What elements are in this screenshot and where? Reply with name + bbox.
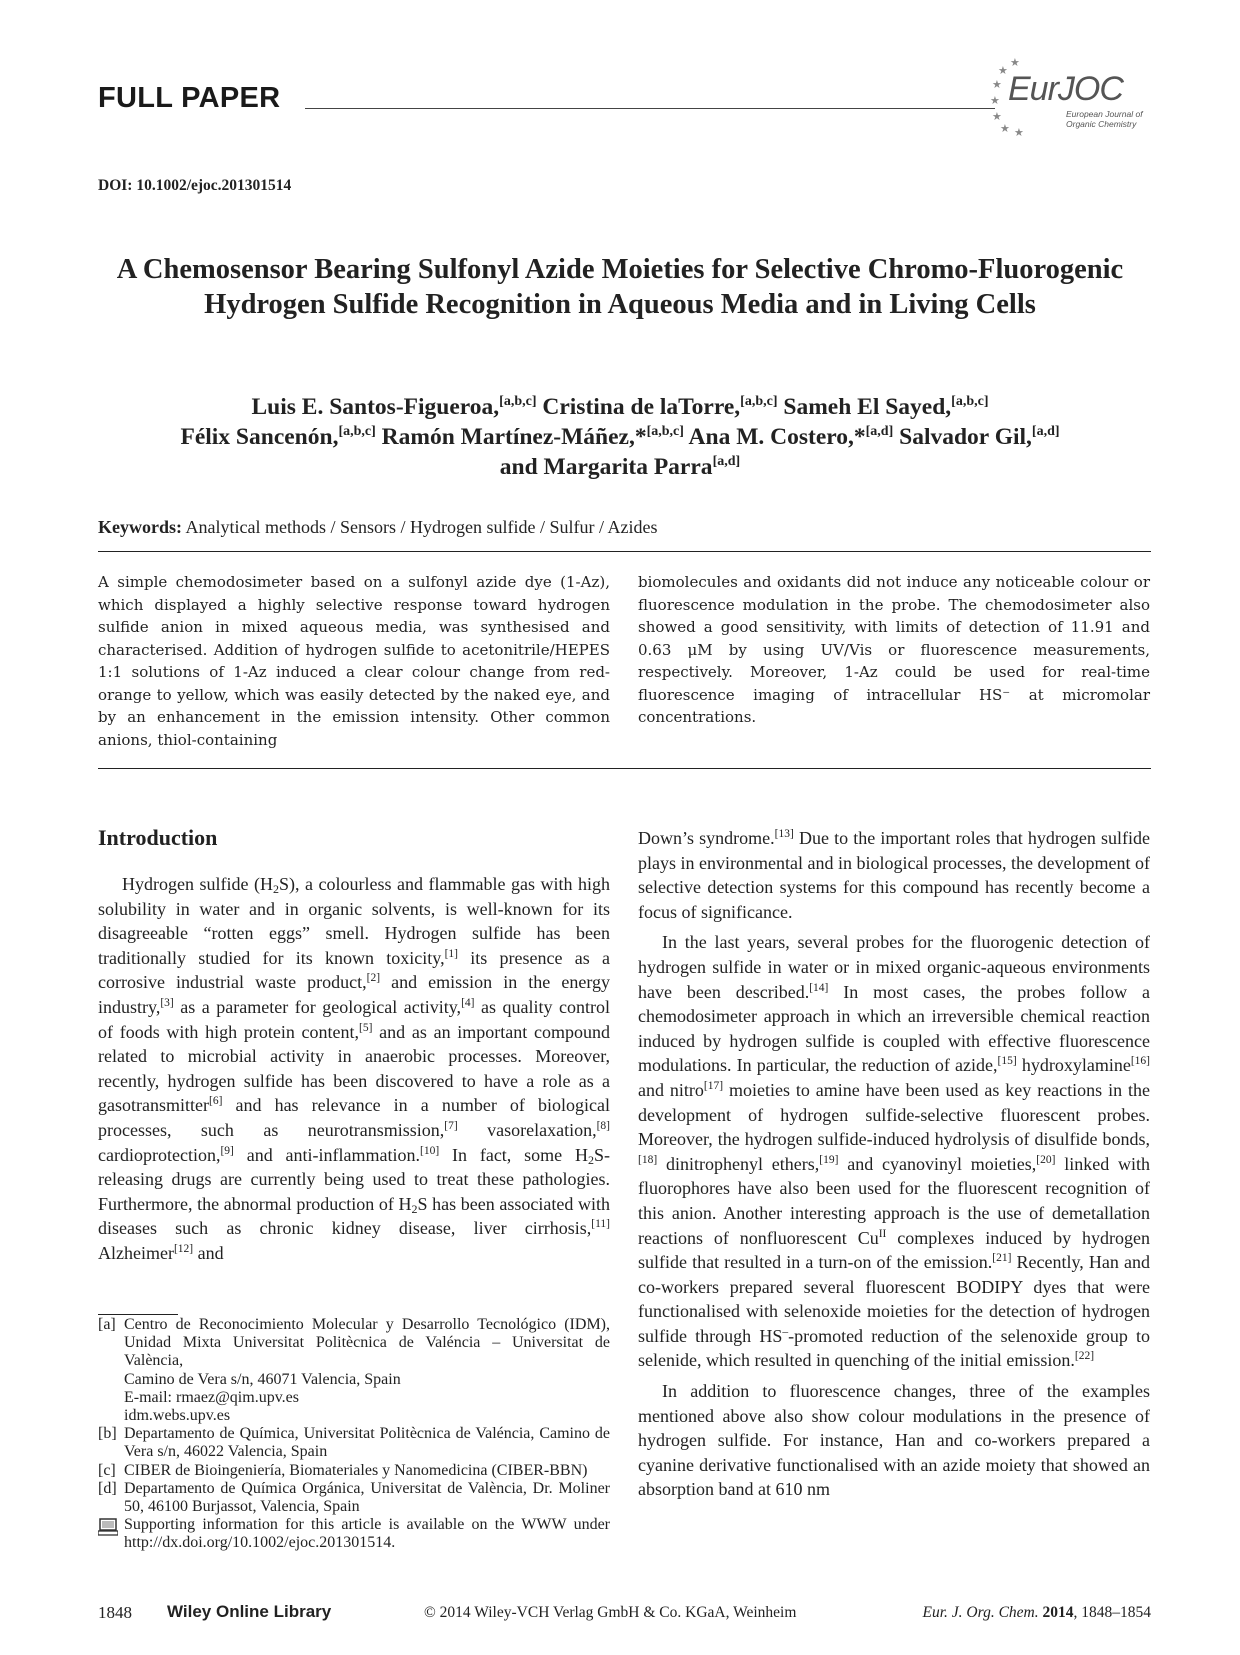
svg-text:★: ★ [1000,122,1010,135]
affiliation-line: Centro de Reconocimiento Molecular y Desarrollo Tecnológico (IDM), Unidad Mixta Universitat Politècnica de Valéncia – Universitat de València, [124,1316,610,1370]
computer-icon [98,1518,120,1536]
affiliation-b [98,1425,610,1461]
journal-year: 2014 [1042,1604,1074,1621]
svg-text:★: ★ [992,110,1002,123]
logo-wordmark: EurJOC [1008,70,1123,108]
section-heading-introduction: Introduction [98,825,218,850]
author-affiliation: [a,b,c] [951,394,989,409]
body-left-column [98,872,610,1266]
affiliation-label: [a] [98,1316,116,1333]
affiliation-email: E-mail: rmaez@qim.upv.es [124,1388,299,1406]
author-name: Luis E. Santos-Figueroa, [251,394,500,420]
keywords [98,517,657,538]
keywords-label: Keywords: [98,517,182,537]
body-right-column [638,826,1150,1502]
author-name: Salvador Gil, [899,424,1032,450]
author-name: and Margarita Parra [499,454,713,480]
wiley-online-library: Wiley Online Library [167,1602,332,1621]
author-affiliation: [a,d] [712,454,741,469]
affiliation-d [98,1480,610,1516]
author-affiliation: [a,b,c] [646,424,684,439]
svg-text:★: ★ [992,78,1002,91]
author-affiliation: [a,d] [865,424,894,439]
author-name: Ramón Martínez-Máñez,* [381,424,647,450]
intro-paragraph-1: Hydrogen sulfide $(H_2S)$, a colourless and flammable gas with high solubility in water and in organic solvents, is well-known for its disagreeable “rotten eggs” smell. Hydrogen sulfide has been traditionally studied for its known toxicity,[1] its presence as a corrosive industrial waste product,[2] and emission in the energy industry,[3] as a parameter for geological activity,[4] as quality control of foods with high protein content,[5] and as an important compound related to microbial activity in anaerobic processes. Moreover, recently, hydrogen sulfide has been discovered to have a role as a gasotransmitter[6] and has relevance in a number of biological processes, such as neurotransmission,[7] vasorelaxation,[8] cardioprotection,[9] and anti-inflammation.[10] In fact, some $H_2S$-releasing drugs are currently being used to treat these pathologies. Furthermore, the abnormal production of $H_2S$ has been associated with diseases such as chronic kidney disease, liver cirrhosis,[11] Alzheimer[12] and [98,874,611,1263]
affiliation-website: idm.webs.upv.es [124,1407,231,1425]
svg-text:★: ★ [1010,58,1020,69]
footnote-rule [98,1314,178,1315]
author-affiliation: [a,b,c] [338,424,376,439]
logo-subtitle: European Journal of Organic Chemistry [1066,109,1143,129]
abstract-text-left: A simple chemodosimeter based on a sulfonyl azide dye (1-Az), which displayed a highly selective response toward hydrogen sulfide anion in mixed aqueous media, was synthesised and characterised. Addition of hydrogen sulfide to acetonitrile/HEPES 1:1 solutions of 1-Az induced a clear colour change from red-orange to yellow, which was easily detected by the naked eye, and by an enhancement in the emission intensity. Other common anions, thiol-containing [98,573,610,749]
journal-citation: Eur. J. Org. Chem. 2014, 1848–1854 [922,1604,1151,1621]
abstract-top-rule [98,551,1151,552]
doi: DOI: 10.1002/ejoc.201301514 [98,177,292,194]
affiliation-text: CIBER de Bioingeniería, Biomateriales y Nanomedicina (CIBER-BBN) [124,1461,588,1479]
affiliations [98,1316,610,1553]
journal-logo [988,58,1158,136]
abstract-left-column [98,571,610,751]
author-name: Ana M. Costero,* [688,424,866,450]
author-name: Félix Sancenón, [180,424,339,450]
page-number: 1848 [98,1603,132,1622]
section-label: FULL PAPER [98,82,281,114]
affiliation-label: [c] [98,1461,116,1479]
affiliation-label: [d] [98,1479,117,1497]
intro-paragraph-1-cont: Down’s syndrome.[13] Due to the important roles that hydrogen sulfide plays in environmental and in biological processes, the development of selective detection systems for this compound has recently become a focus of significance. [638,828,1150,922]
affiliation-line: Camino de Vera s/n, 46071 Valencia, Spain [124,1370,401,1388]
abstract-text-right: biomolecules and oxidants did not induce any noticeable colour or fluorescence modulation in the probe. The chemodosimeter also showed a good sensitivity, with limits of detection of 11.91 and 0.63 μM by using UV/Vis or fluorescence measurements, respectively. Moreover, 1-Az could be used for real-time fluorescence imaging of intracellular HS⁻ at micromolar concentrations. [638,573,1150,726]
abstract-bottom-rule [98,768,1151,769]
affiliation-c [98,1462,610,1480]
journal-pages: 1848–1854 [1081,1604,1151,1621]
affiliation-a [98,1316,610,1425]
supporting-information-text: Supporting information for this article is available on the WWW under http://dx.doi.org/10.1002/ejoc.201301514. [124,1516,610,1552]
abstract-right-column [638,571,1150,729]
author-affiliation: [a,d] [1031,424,1060,439]
author-name: Cristina de laTorre, [542,394,741,420]
author-list [60,392,1180,482]
keywords-text: Analytical methods / Sensors / Hydrogen sulfide / Sulfur / Azides [185,517,658,537]
intro-paragraph-2: In the last years, several probes for the fluorogenic detection of hydrogen sulfide in water or in mixed organic-aqueous environments have been described.[14] In most cases, the probes follow a chemodosimeter approach in which an irreversible chemical reaction induced by hydrogen sulfide is coupled with effective fluorescence modulations. In particular, the reduction of azide,[15] hydroxylamine[16] and nitro[17] moieties to amine have been used as key reactions in the development of hydrogen sulfide-selective fluorescent probes. Moreover, the hydrogen sulfide-induced hydrolysis of disulfide bonds,[18] dinitrophenyl ethers,[19] and cyanovinyl moieties,[20] linked with fluorophores have also been used for the fluorescent recognition of this anion. Another interesting approach is the use of demetallation reactions of nonfluorescent $Cu^{II}$ complexes induced by hydrogen sulfide that resulted in a turn-on of the emission.[21] Recently, Han and co-workers prepared several fluorescent BODIPY dyes that were functionalised with selenoxide moieties for the detection of hydrogen sulfide through HS–-promoted reduction of the selenoxide group to selenide, which resulted in quenching of the initial emission.[22] [638,932,1150,1371]
header-rule [305,108,995,109]
supporting-information [98,1516,610,1552]
svg-text:★: ★ [998,64,1008,77]
svg-text:★: ★ [1014,126,1024,136]
affiliation-text: Departamento de Química Orgánica, Universitat de València, Dr. Moliner 50, 46100 Burjassot, Valencia, Spain [124,1479,610,1516]
author-affiliation: [a,b,c] [740,394,778,409]
svg-text:★: ★ [990,94,1000,107]
author-affiliation: [a,b,c] [499,394,537,409]
affiliation-text: Departamento de Química, Universitat Politècnica de Valéncia, Camino de Vera s/n, 46022 Valencia, Spain [124,1425,610,1461]
intro-paragraph-3: In addition to fluorescence changes, three of the examples mentioned above also show colour modulations in the presence of hydrogen sulfide. For instance, Han and co-workers prepared a cyanine derivative functionalised with an azide moiety that showed an absorption band at 610 nm [638,1381,1150,1500]
author-name: Sameh El Sayed, [783,394,952,420]
affiliation-label: [b] [98,1425,117,1443]
journal-abbrev: Eur. J. Org. Chem. [922,1604,1039,1621]
copyright: © 2014 Wiley-VCH Verlag GmbH & Co. KGaA, Weinheim [424,1604,797,1621]
article-title: A Chemosensor Bearing Sulfonyl Azide Moieties for Selective Chromo-Fluorogenic Hydrogen Sulfide Recognition in Aqueous Media and in Living Cells [116,254,1124,320]
